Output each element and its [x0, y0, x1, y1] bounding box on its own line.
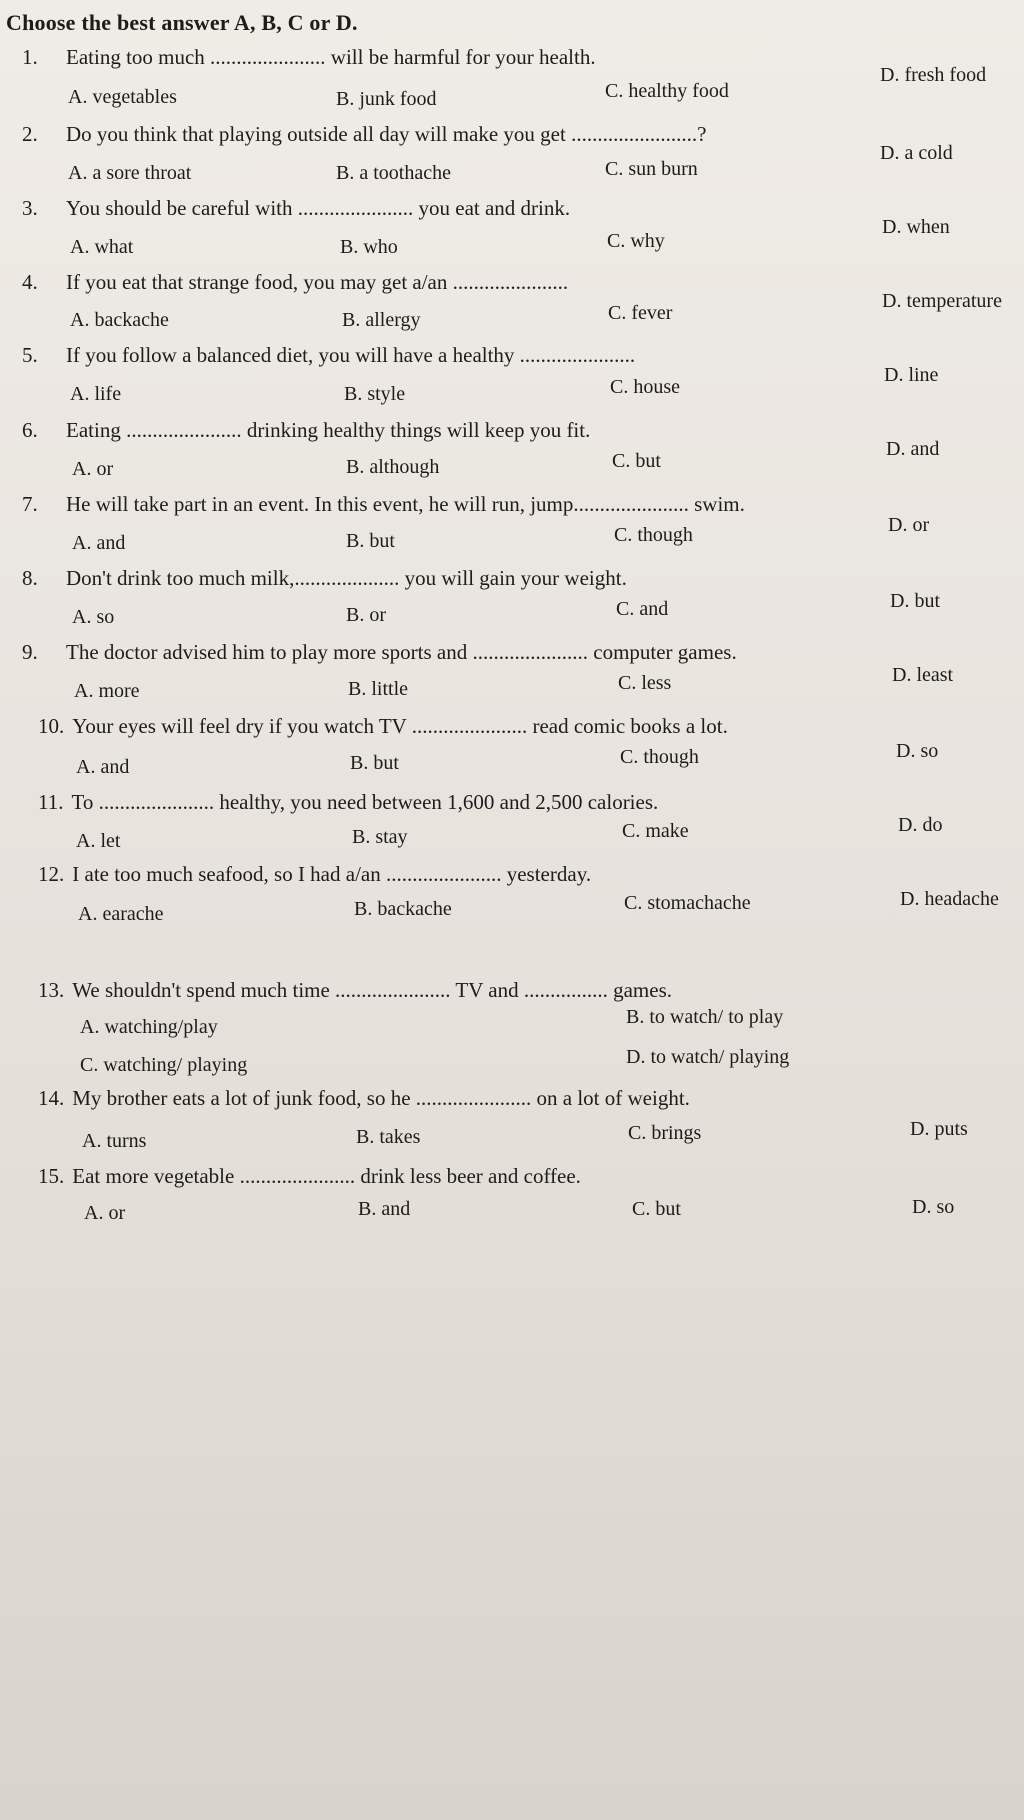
q4-option-a[interactable]: A. backache — [70, 309, 169, 331]
q3-option-a[interactable]: A. what — [70, 236, 134, 258]
question-7 — [22, 492, 745, 517]
q8-option-c[interactable]: C. and — [616, 598, 669, 620]
q5-option-a[interactable]: A. life — [70, 383, 122, 405]
q14-option-d[interactable]: D. puts — [910, 1118, 968, 1140]
question-13 — [38, 978, 672, 1003]
question-1 — [22, 45, 596, 70]
question-number: 1. — [22, 45, 38, 69]
q9-option-c[interactable]: C. less — [618, 672, 672, 694]
question-number: 15. — [38, 1164, 65, 1188]
question-12 — [38, 862, 591, 887]
question-text: Your eyes will feel dry if you watch TV ...................... read comic books a lot. — [72, 714, 728, 738]
q1-option-d[interactable]: D. fresh food — [880, 64, 987, 86]
q4-option-d[interactable]: D. temperature — [882, 290, 1002, 312]
question-text: If you follow a balanced diet, you will have a healthy ...................... — [66, 343, 636, 367]
q1-option-a[interactable]: A. vegetables — [68, 86, 177, 108]
q8-option-a[interactable]: A. so — [72, 606, 115, 628]
question-text: Eat more vegetable ...................... drink less beer and coffee. — [72, 1164, 581, 1188]
q11-option-b[interactable]: B. stay — [352, 826, 408, 848]
q10-option-c[interactable]: C. though — [620, 746, 699, 768]
q7-option-d[interactable]: D. or — [888, 514, 930, 536]
q9-option-d[interactable]: D. least — [892, 664, 954, 686]
question-number: 7. — [22, 492, 38, 516]
question-text: To ...................... healthy, you need between 1,600 and 2,500 calories. — [71, 790, 659, 814]
q13-option-c[interactable]: C. watching/ playing — [80, 1054, 248, 1076]
q2-option-d[interactable]: D. a cold — [880, 142, 953, 164]
q11-option-c[interactable]: C. make — [622, 820, 689, 842]
q3-option-b[interactable]: B. who — [340, 236, 398, 258]
q6-option-a[interactable]: A. or — [72, 458, 114, 480]
q8-option-b[interactable]: B. or — [346, 604, 386, 626]
question-text: The doctor advised him to play more sports and ...................... computer games. — [66, 640, 737, 664]
q1-option-c[interactable]: C. healthy food — [605, 80, 729, 102]
q15-option-a[interactable]: A. or — [84, 1202, 126, 1224]
q6-option-c[interactable]: C. but — [612, 450, 661, 472]
q15-option-c[interactable]: C. but — [632, 1198, 681, 1220]
question-5 — [22, 343, 635, 368]
q3-option-c[interactable]: C. why — [607, 230, 665, 252]
question-15 — [38, 1164, 581, 1189]
question-number: 10. — [38, 714, 65, 738]
q6-option-b[interactable]: B. although — [346, 456, 440, 478]
q13-option-b[interactable]: B. to watch/ to play — [626, 1006, 784, 1028]
q13-option-a[interactable]: A. watching/play — [80, 1016, 218, 1038]
q15-option-b[interactable]: B. and — [358, 1198, 411, 1220]
q10-option-a[interactable]: A. and — [76, 756, 130, 778]
question-number: 8. — [22, 566, 38, 590]
q2-option-a[interactable]: A. a sore throat — [68, 162, 192, 184]
question-number: 9. — [22, 640, 38, 664]
question-4 — [22, 270, 568, 295]
question-number: 14. — [38, 1086, 65, 1110]
instructions-heading: Choose the best answer A, B, C or D. — [6, 10, 358, 35]
q2-option-b[interactable]: B. a toothache — [336, 162, 451, 184]
q11-option-d[interactable]: D. do — [898, 814, 943, 836]
q7-option-a[interactable]: A. and — [72, 532, 126, 554]
question-number: 2. — [22, 122, 38, 146]
q12-option-c[interactable]: C. stomachache — [624, 892, 751, 914]
q7-option-c[interactable]: C. though — [614, 524, 693, 546]
q2-option-c[interactable]: C. sun burn — [605, 158, 698, 180]
question-3 — [22, 196, 570, 221]
q4-option-c[interactable]: C. fever — [608, 302, 673, 324]
question-number: 6. — [22, 418, 38, 442]
question-8 — [22, 566, 627, 591]
q14-option-a[interactable]: A. turns — [82, 1130, 147, 1152]
question-number: 5. — [22, 343, 38, 367]
question-text: Don't drink too much milk,.................... you will gain your weight. — [66, 566, 627, 590]
q10-option-b[interactable]: B. but — [350, 752, 399, 774]
question-10 — [38, 714, 728, 739]
q12-option-b[interactable]: B. backache — [354, 898, 452, 920]
question-9 — [22, 640, 737, 665]
question-number: 13. — [38, 978, 65, 1002]
q12-option-d[interactable]: D. headache — [900, 888, 999, 910]
q5-option-c[interactable]: C. house — [610, 376, 680, 398]
question-2 — [22, 122, 706, 147]
q1-option-b[interactable]: B. junk food — [336, 88, 437, 110]
q5-option-b[interactable]: B. style — [344, 383, 406, 405]
q7-option-b[interactable]: B. but — [346, 530, 395, 552]
q10-option-d[interactable]: D. so — [896, 740, 939, 762]
q14-option-c[interactable]: C. brings — [628, 1122, 702, 1144]
question-text: My brother eats a lot of junk food, so he ...................... on a lot of weight. — [72, 1086, 690, 1110]
question-14 — [38, 1086, 690, 1111]
q12-option-a[interactable]: A. earache — [78, 903, 164, 925]
q4-option-b[interactable]: B. allergy — [342, 309, 421, 331]
q8-option-d[interactable]: D. but — [890, 590, 940, 612]
question-6 — [22, 418, 590, 443]
question-number: 4. — [22, 270, 38, 294]
q3-option-d[interactable]: D. when — [882, 216, 950, 238]
q6-option-d[interactable]: D. and — [886, 438, 940, 460]
question-11 — [38, 790, 658, 815]
question-number: 12. — [38, 862, 65, 886]
question-text: He will take part in an event. In this event, he will run, jump...................... swim. — [66, 492, 745, 516]
question-text: If you eat that strange food, you may get a/an ...................... — [66, 270, 569, 294]
q9-option-b[interactable]: B. little — [348, 678, 408, 700]
question-text: Eating too much ...................... will be harmful for your health. — [66, 45, 596, 69]
q9-option-a[interactable]: A. more — [74, 680, 140, 702]
question-number: 3. — [22, 196, 38, 220]
question-text: Eating ...................... drinking healthy things will keep you fit. — [66, 418, 591, 442]
question-number: 11. — [38, 790, 64, 814]
question-text: We shouldn't spend much time ...................... TV and ................ games. — [72, 978, 673, 1002]
q14-option-b[interactable]: B. takes — [356, 1126, 421, 1148]
question-text: Do you think that playing outside all day will make you get ........................? — [66, 122, 707, 146]
question-text: I ate too much seafood, so I had a/an ...................... yesterday. — [72, 862, 592, 886]
q5-option-d[interactable]: D. line — [884, 364, 939, 386]
q15-option-d[interactable]: D. so — [912, 1196, 955, 1218]
question-text: You should be careful with ...................... you eat and drink. — [66, 196, 571, 220]
q11-option-a[interactable]: A. let — [76, 830, 121, 852]
q13-option-d[interactable]: D. to watch/ playing — [626, 1046, 790, 1068]
